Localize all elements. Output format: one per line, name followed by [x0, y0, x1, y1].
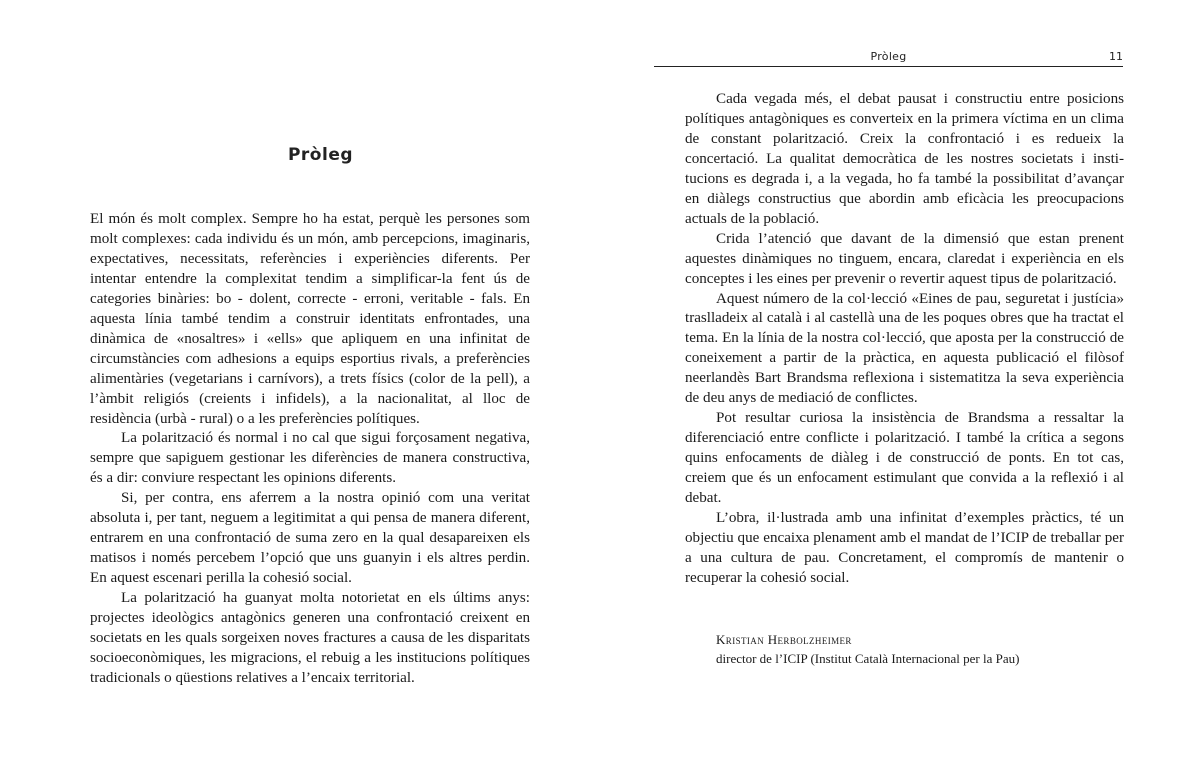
running-head-title: Pròleg	[870, 50, 907, 63]
page-number: 11	[1109, 50, 1123, 63]
right-paragraph-3: Aquest número de la col·lecció «Eines de pau, seguretat i justícia» traslladeix al català i al castellà una de les poques obres que ha tractat el tema. En la línia de la nostra col·lecció, que aposta per la construcció de coneixement a partir de la pràctica, en aquesta publicació el filòsof neerlandès Bart Brandsma reflexiona i sistematitza la seva experiència de deu anys de mediació de conflictes.	[685, 290, 1124, 407]
left-paragraph-3: Si, per contra, ens aferrem a la nostra opinió com una veritat absoluta i, per tant, neguem a legitimitat a qui pensa de manera diferent, entrarem en una confrontació de suma zero en la qual desapareixen els matisos i només percebem l’opció que uns guanyin i els altres perdin. En aquest escenari perilla la cohesió social.	[90, 490, 530, 587]
right-page	[597, 0, 1194, 765]
left-body-text	[90, 210, 530, 689]
signature-name: Kristian Herbolzheimer	[716, 632, 852, 647]
running-head	[654, 50, 1123, 67]
right-paragraph-2: Crida l’atenció que davant de la dimensió que estan prenent aquestes dinàmiques no tinguem, encara, claredat i experiència en els conceptes i les eines per prevenir o revertir aquest tipus de polarització.	[685, 230, 1124, 287]
left-paragraph-1: El món és molt complex. Sempre ho ha estat, perquè les persones som molt complexes: cada individu és un món, amb percepcions, imaginaris, expectatives, necessitats, referències i experiències diferents. Per intentar entendre la complexitat tendim a simplificar-la fent ús de categories binàries: bo - dolent, correcte - erroni, veritable - fals. En aquesta línia també tendim a construir identitats enfrontades, una dinàmica de «nosaltres» i «ells» que apliquem en una infinitat de circumstàncies com adhesions a equips esportius rivals, a preferències alimentàries (vegetarians i carnívors), a trets físics (color de la pell), a l’àmbit religiós (creients i infidels), a la nacionalitat, al lloc de residència (urbà - rural) o a les preferències polítiques.	[90, 211, 530, 427]
right-body-text	[685, 90, 1124, 589]
chapter-title: Pròleg	[287, 145, 354, 165]
right-paragraph-5: L’obra, il·lustrada amb una infinitat d’exemples pràctics, té un objectiu que encaixa plenament amb el mandat de l’ICIP de treballar per a una cultura de pau. Concretament, el compromís de mantenir o recuperar la cohesió social.	[685, 510, 1124, 586]
left-paragraph-4: La polarització ha guanyat molta notorietat en els últims anys: projectes ideològics antagònics generen una confrontació creixent en societats en les quals sorgeixen noves fractures a causa de les disparitats socioeconòmiques, les migracions, el rebuig a les institucions polítiques tradicionals o qüestions relatives a l’encaix territorial.	[90, 590, 530, 686]
signature-role: director de l’ICIP (Institut Català Internacional per la Pau)	[716, 651, 1020, 666]
left-paragraph-2: La polarització és normal i no cal que sigui forçosament negativa, sempre que sapiguem gestionar les diferències de manera constructiva, és a dir: conviure respectant les opinions diferents.	[90, 430, 530, 487]
right-paragraph-1: Cada vegada més, el debat pausat i constructiu entre posicions polítiques antagòniques es converteix en la primera víctima en un clima de constant polarització. Creix la confrontació i es redueix la concertació. La qualitat democràtica de les nostres societats i institucions es degrada i, a la vegada, ho fa també la possibilitat d’avançar en diàlegs constructius que abordin amb eficàcia les preocupacions actuals de la població.	[685, 91, 1124, 227]
right-paragraph-4: Pot resultar curiosa la insistència de Brandsma a ressaltar la diferenciació entre conflicte i polarització. I també la crítica a segons quins enfocaments de diàleg i de construcció de ponts. En tot cas, creiem que és un enfocament estimulant que convida a la reflexió i al debat.	[685, 410, 1124, 507]
signature	[716, 630, 1019, 668]
